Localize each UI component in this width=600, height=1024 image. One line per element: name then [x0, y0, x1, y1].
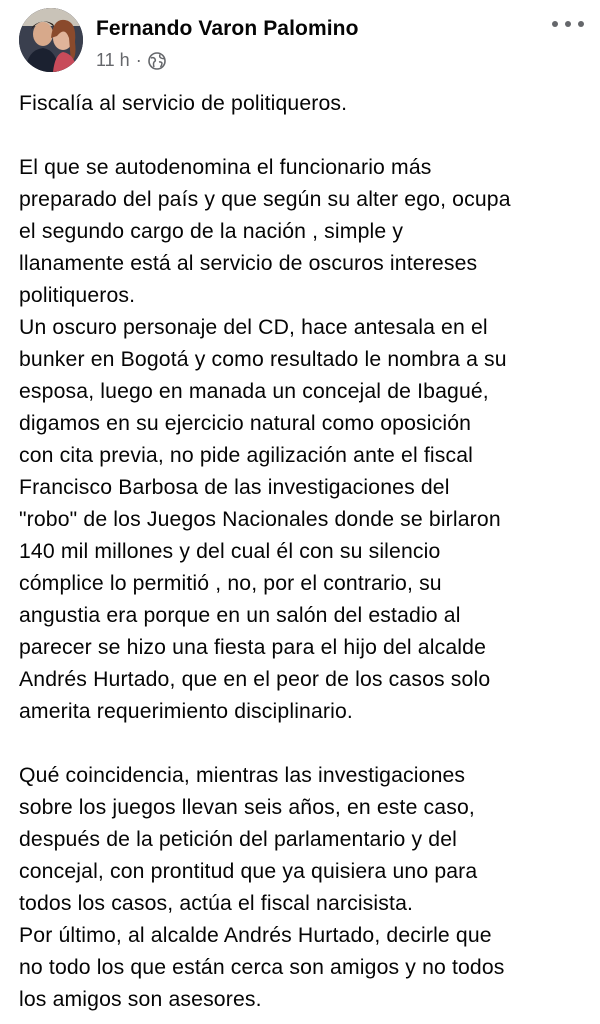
- post-line: Por último, al alcalde Andrés Hurtado, decirle que: [19, 924, 492, 947]
- post-line: El que se autodenomina el funcionario más: [19, 156, 432, 179]
- post-line: digamos en su ejercicio natural como oposición: [19, 412, 472, 435]
- post-line: amerita requerimiento disciplinario.: [19, 700, 353, 723]
- post-line: parecer se hizo una fiesta para el hijo del alcalde: [19, 636, 486, 659]
- post-line: Andrés Hurtado, que en el peor de los casos solo: [19, 668, 491, 691]
- post-timestamp[interactable]: 11 h: [96, 50, 130, 70]
- ellipsis-dot: [565, 21, 571, 27]
- post-header: [0, 0, 600, 80]
- post-line: llanamente está al servicio de oscuros intereses: [19, 252, 478, 275]
- paragraph-gap: [19, 728, 589, 760]
- post-line: los amigos son asesores.: [19, 988, 262, 1011]
- post-line: angustia era porque en un salón del estadio al: [19, 604, 461, 627]
- post-meta: [96, 50, 166, 71]
- post-line: concejal, con prontitud que ya quisiera uno para: [19, 860, 478, 883]
- post-line: el segundo cargo de la nación , simple y: [19, 220, 404, 243]
- post-line: Fiscalía al servicio de politiqueros.: [19, 92, 348, 115]
- post-line: no todo los que están cerca son amigos y no todos: [19, 956, 505, 979]
- post-line: bunker en Bogotá y como resultado le nombra a su: [19, 348, 507, 371]
- post-line: "robo" de los Juegos Nacionales donde se birlaron: [19, 508, 501, 531]
- author-name[interactable]: Fernando Varon Palomino: [96, 17, 359, 40]
- post-line: Qué coincidencia, mientras las investigaciones: [19, 764, 466, 787]
- avatar-image: [19, 8, 83, 72]
- paragraph-gap: [19, 120, 589, 152]
- post-line: esposa, luego en manada un concejal de Ibagué,: [19, 380, 489, 403]
- post-line: Un oscuro personaje del CD, hace antesala en el: [19, 316, 488, 339]
- ellipsis-icon[interactable]: [552, 12, 584, 36]
- ellipsis-dot: [552, 21, 558, 27]
- post-line: cómplice lo permitió , no, por el contrario, su: [19, 572, 442, 595]
- globe-icon[interactable]: [148, 52, 166, 70]
- post-line: 140 mil millones y del cual él con su silencio: [19, 540, 441, 563]
- post-line: después de la petición del parlamentario y del: [19, 828, 457, 851]
- post-body: [19, 88, 589, 1016]
- post-line: politiqueros.: [19, 284, 136, 307]
- post-line: sobre los juegos llevan seis años, en este caso,: [19, 796, 475, 819]
- post-line: todos los casos, actúa el fiscal narcisista.: [19, 892, 414, 915]
- post-line: con cita previa, no pide agilización ante el fiscal: [19, 444, 474, 467]
- ellipsis-dot: [578, 21, 584, 27]
- meta-separator: ·: [135, 50, 142, 70]
- post-line: preparado del país y que según su alter ego, ocupa: [19, 188, 511, 211]
- avatar[interactable]: [19, 8, 83, 72]
- post-line: Francisco Barbosa de las investigaciones del: [19, 476, 450, 499]
